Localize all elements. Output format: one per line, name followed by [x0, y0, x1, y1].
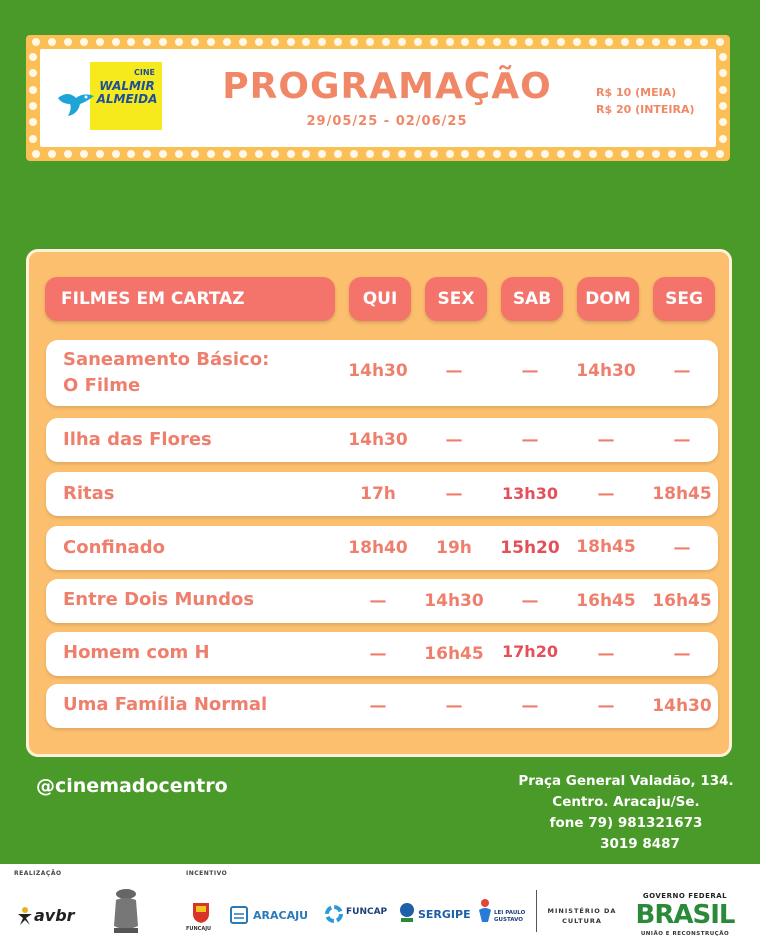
time-sab: — [521, 430, 539, 450]
marquee-bulb [191, 150, 199, 158]
marquee-bulb [493, 38, 501, 46]
marquee-bulb [719, 69, 727, 77]
marquee-bulb [398, 150, 406, 158]
marquee-bulb [525, 150, 533, 158]
time-qui: — [369, 591, 387, 611]
marquee-bulb [29, 69, 37, 77]
time-seg: 16h45 [652, 591, 712, 611]
time-seg: 14h30 [652, 696, 712, 716]
marquee-bulb [29, 118, 37, 126]
marquee-bulb [96, 38, 104, 46]
time-seg: — [673, 538, 691, 558]
marquee-bulb [239, 38, 247, 46]
time-seg: — [673, 430, 691, 450]
phone-line-1: fone 79) 981321673 [549, 815, 703, 831]
address-line-1: Praça General Valadão, 134. [518, 773, 734, 789]
bird-icon [56, 88, 96, 118]
marquee-bulb [719, 135, 727, 143]
marquee-bulb [589, 150, 597, 158]
marquee-bulb [287, 150, 295, 158]
marquee-bulb [636, 150, 644, 158]
marquee-bulb [509, 38, 517, 46]
logo-name-text [92, 80, 162, 106]
avbr-figure-icon [16, 906, 34, 926]
marquee-bulb [350, 38, 358, 46]
marquee-bulb [668, 150, 676, 158]
film-title: Homem com H [63, 642, 210, 663]
marquee-bulb [716, 150, 724, 158]
time-sex: — [445, 696, 463, 716]
price-list [596, 84, 695, 118]
marquee-bulb [525, 38, 533, 46]
marquee-bulb [29, 86, 37, 94]
marquee-bulb [80, 150, 88, 158]
marquee-bulb [461, 38, 469, 46]
marquee-bulb [318, 150, 326, 158]
marquee-bulb [509, 150, 517, 158]
marquee-bulb [64, 38, 72, 46]
marquee-bulb [541, 150, 549, 158]
sponsor-footer [0, 864, 760, 946]
ministerio-cultura-logo [546, 906, 618, 926]
marquee-bulb [541, 38, 549, 46]
marquee-bulb [29, 53, 37, 61]
time-seg: — [673, 361, 691, 381]
marquee-bulb [271, 150, 279, 158]
marquee-bulb [334, 38, 342, 46]
marquee-bulb [143, 150, 151, 158]
marquee-bulb [239, 150, 247, 158]
ministerio-line-2: CULTURA [562, 917, 602, 925]
marquee-bulb [366, 38, 374, 46]
day-header-sab: SAB [501, 277, 563, 321]
ministerio-line-1: MINISTÉRIO DA [547, 907, 617, 915]
marquee-bulbs-right [716, 49, 730, 147]
time-qui: 14h30 [348, 430, 408, 450]
marquee-bulb [573, 38, 581, 46]
time-qui: 17h [360, 484, 396, 504]
marquee-bulb [477, 38, 485, 46]
marquee-bulb [719, 102, 727, 110]
marquee-bulb [573, 150, 581, 158]
marquee-bulb [382, 150, 390, 158]
time-sab: — [521, 361, 539, 381]
avbr-logo: avbr [34, 906, 75, 925]
marquee-bulb [318, 38, 326, 46]
marquee-bulb [207, 38, 215, 46]
lei-paulo-gustavo-logo: LEI PAULO GUSTAVO [494, 910, 526, 923]
marquee-bulb [302, 150, 310, 158]
time-dom: — [597, 696, 615, 716]
marquee-bulb [621, 150, 629, 158]
marquee-bulb [48, 38, 56, 46]
marquee-bulb [287, 38, 295, 46]
brasil-logo: BRASIL [635, 900, 735, 930]
uniao-reconstrucao-label: UNIÃO E RECONSTRUÇÃO [640, 931, 730, 937]
address-block [510, 771, 742, 855]
time-sex: 19h [436, 538, 472, 558]
time-seg: — [673, 644, 691, 664]
schedule-card [26, 249, 732, 757]
day-header-dom: DOM [577, 277, 639, 321]
marquee-bulb [700, 38, 708, 46]
marquee-bulb [159, 150, 167, 158]
marquee-bulb [143, 38, 151, 46]
marquee-bulb [430, 38, 438, 46]
marquee-bulb [271, 38, 279, 46]
film-title-line-1: Saneamento Básico: [63, 349, 270, 370]
time-dom: 14h30 [576, 361, 636, 381]
marquee-bulb [48, 150, 56, 158]
marquee-bulb [477, 150, 485, 158]
table-row [46, 418, 718, 462]
time-sab: 17h20 [502, 642, 558, 661]
table-row [46, 526, 718, 570]
marquee-bulb [557, 150, 565, 158]
funcap-ring-icon [324, 904, 344, 924]
marquee-bulb [29, 102, 37, 110]
incentivo-label: INCENTIVO [186, 870, 228, 877]
marquee-bulb [112, 150, 120, 158]
marquee-bulb [605, 150, 613, 158]
marquee-bulbs-left [26, 49, 40, 147]
films-header: FILMES EM CARTAZ [45, 277, 335, 321]
time-sex: — [445, 361, 463, 381]
time-qui: — [369, 644, 387, 664]
marquee-bulbs-bottom [26, 147, 730, 161]
marquee-bulb [446, 38, 454, 46]
marquee-bulb [127, 150, 135, 158]
time-sex: 14h30 [424, 591, 484, 611]
marquee-bulb [112, 38, 120, 46]
marquee-bulb [255, 38, 263, 46]
page-title: PROGRAMAÇÃO [222, 66, 552, 107]
time-dom: 16h45 [576, 591, 636, 611]
table-row [46, 472, 718, 516]
statue-logo-icon [106, 886, 146, 936]
time-qui: 14h30 [348, 361, 408, 381]
time-dom: — [597, 484, 615, 504]
marquee-bulb [414, 150, 422, 158]
time-sab: — [521, 696, 539, 716]
governo-federal-label: GOVERNO FEDERAL [642, 892, 728, 900]
logo-cine-text: CINE [134, 68, 156, 77]
marquee-bulb [159, 38, 167, 46]
marquee-bulb [29, 135, 37, 143]
marquee-bulb [366, 150, 374, 158]
marquee-bulb [719, 118, 727, 126]
time-sex: — [445, 484, 463, 504]
time-sex: 16h45 [424, 644, 484, 664]
logo-name-line-1: WALMIR [99, 79, 155, 93]
film-title: Ritas [63, 483, 115, 504]
cine-logo [56, 62, 166, 134]
marquee-bulb [652, 150, 660, 158]
marquee-bulb [32, 150, 40, 158]
marquee-bulb [191, 38, 199, 46]
time-qui: 18h40 [348, 538, 408, 558]
time-dom: — [597, 644, 615, 664]
marquee-bulb [621, 38, 629, 46]
sergipe-emblem-icon [398, 902, 416, 924]
marquee-bulb [207, 150, 215, 158]
time-sab: — [521, 591, 539, 611]
time-qui: — [369, 696, 387, 716]
film-title: Uma Família Normal [63, 694, 268, 715]
marquee-bulbs-top [26, 35, 730, 49]
marquee-bulb [446, 150, 454, 158]
marquee-bulb [127, 38, 135, 46]
marquee-bulb [557, 38, 565, 46]
marquee-bulb [223, 150, 231, 158]
marquee-bulb [302, 38, 310, 46]
film-title-line-2: O Filme [63, 375, 141, 396]
marquee-bulb [223, 38, 231, 46]
time-dom: — [597, 430, 615, 450]
film-title: Ilha das Flores [63, 429, 212, 450]
marquee-bulb [652, 38, 660, 46]
marquee-bulb [719, 53, 727, 61]
table-row [46, 684, 718, 728]
marquee-bulb [32, 38, 40, 46]
day-header-sex: SEX [425, 277, 487, 321]
film-title: Confinado [63, 537, 165, 558]
marquee-bulb [684, 38, 692, 46]
marquee-bulb [700, 150, 708, 158]
marquee-bulb [716, 38, 724, 46]
table-row [46, 340, 718, 406]
funcaju-shield-icon [192, 902, 210, 924]
day-header-seg: SEG [653, 277, 715, 321]
logo-name-line-2: ALMEIDA [96, 92, 158, 106]
aracaju-logo: ARACAJU [253, 909, 309, 922]
marquee-bulb [382, 38, 390, 46]
marquee-bulb [430, 150, 438, 158]
film-title: Entre Dois Mundos [63, 589, 255, 610]
marquee-bulb [255, 150, 263, 158]
marquee-bulb [414, 38, 422, 46]
address-line-2: Centro. Aracaju/Se. [552, 794, 700, 810]
marquee-bulb [589, 38, 597, 46]
marquee-bulb [684, 150, 692, 158]
marquee-bulb [461, 150, 469, 158]
time-sex: — [445, 430, 463, 450]
realizacao-label: REALIZAÇÃO [14, 870, 62, 877]
marquee-bulb [64, 150, 72, 158]
marquee-bulb [80, 38, 88, 46]
phone-line-2: 3019 8487 [600, 836, 680, 852]
instagram-handle: @cinemadocentro [36, 775, 228, 797]
marquee-bulb [398, 38, 406, 46]
marquee-bulb [493, 150, 501, 158]
footer-divider [536, 890, 537, 932]
marquee-bulb [636, 38, 644, 46]
marquee-bulb [96, 150, 104, 158]
marquee-bulb [719, 86, 727, 94]
funcaju-label: FUNCAJU [186, 926, 212, 932]
table-row [46, 579, 718, 623]
sergipe-logo: SERGIPE [418, 908, 471, 921]
price-half: R$ 10 (MEIA) [596, 86, 677, 99]
marquee-bulb [175, 38, 183, 46]
lei-paulo-gustavo-figure-icon [476, 898, 494, 924]
time-sab: 15h20 [500, 538, 560, 558]
marquee-bulb [605, 38, 613, 46]
time-sab: 13h30 [502, 484, 558, 503]
marquee-bulb [668, 38, 676, 46]
time-dom: 18h45 [576, 537, 636, 557]
marquee-bulb [334, 150, 342, 158]
time-seg: 18h45 [652, 484, 712, 504]
date-range: 29/05/25 - 02/06/25 [306, 114, 468, 129]
price-full: R$ 20 (INTEIRA) [596, 103, 695, 116]
aracaju-emblem-icon [230, 906, 248, 924]
marquee-bulb [350, 150, 358, 158]
table-row [46, 632, 718, 676]
marquee-bulb [175, 150, 183, 158]
day-header-qui: QUI [349, 277, 411, 321]
film-title [63, 347, 269, 399]
funcap-logo: FUNCAP [346, 907, 388, 917]
